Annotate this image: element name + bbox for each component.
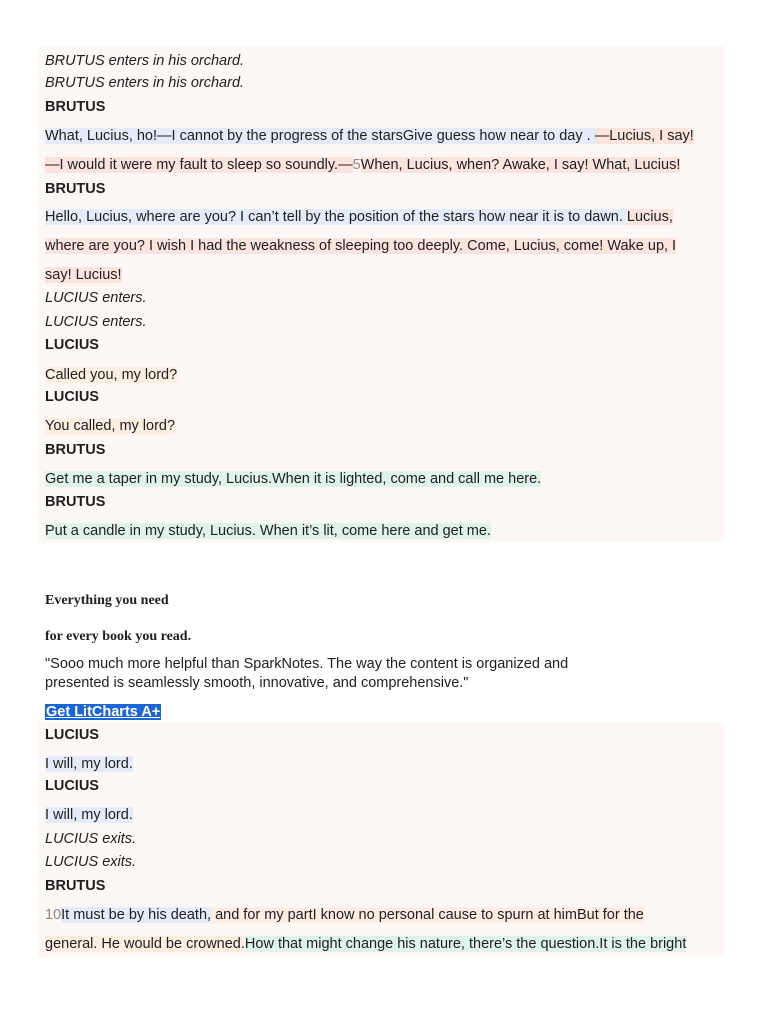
- promo-quote: "Sooo much more helpful than SparkNotes. The way the content is organized and presented is seamlessly smooth, innovative, and comprehensive.": [45, 656, 569, 691]
- original-line: [45, 365, 177, 385]
- highlight-segment: general. He would be crowned.: [45, 936, 245, 952]
- highlight-segment: Called you, my lord?: [45, 367, 178, 383]
- highlight-segment: and for my partI know no personal cause to spurn at himBut for the: [211, 907, 644, 923]
- speaker-name: BRUTUS: [45, 442, 106, 458]
- modern-line: [45, 207, 673, 227]
- get-litcharts-link[interactable]: Get LitCharts A+: [46, 704, 161, 720]
- original-line: [45, 469, 541, 489]
- stage-direction: BRUTUS enters in his orchard.: [45, 75, 245, 91]
- stage-direction: LUCIUS enters.: [45, 290, 147, 306]
- original-line: [45, 126, 694, 146]
- highlight-segment: say! Lucius!: [45, 267, 122, 283]
- highlight-segment: —I would it were my fault to sleep so soundly.—: [45, 157, 353, 173]
- original-line: [45, 934, 686, 954]
- highlight-segment: When, Lucius, when? Awake, I say! What, Lucius!: [360, 157, 681, 173]
- modern-line: [45, 236, 676, 256]
- highlight-segment: It must be by his death,: [61, 907, 212, 923]
- highlight-segment: I will, my lord.: [45, 807, 133, 823]
- speaker-name: BRUTUS: [45, 181, 106, 197]
- highlight-segment: What, Lucius, ho!—I cannot by the progress of the starsGive guess how near to day .: [45, 128, 595, 144]
- speaker-name: BRUTUS: [45, 99, 106, 115]
- line-number: 5: [352, 157, 361, 173]
- speaker-name: LUCIUS: [45, 389, 99, 405]
- stage-direction: LUCIUS enters.: [45, 314, 147, 330]
- original-line: [45, 754, 133, 774]
- modern-line: [45, 265, 122, 285]
- promo-heading: Everything you need: [45, 593, 169, 608]
- highlight-segment: Put a candle in my study, Lucius. When it’s lit, come here and get me.: [45, 523, 491, 539]
- cta-link-wrapper: [45, 702, 161, 722]
- speaker-name: BRUTUS: [45, 878, 106, 894]
- modern-line: [45, 416, 175, 436]
- stage-direction: LUCIUS exits.: [45, 854, 137, 870]
- highlight-segment: Hello, Lucius, where are you? I can’t tell by the position of the stars how near it is to dawn.: [45, 209, 627, 225]
- highlight-segment: How that might change his nature, there’s the question.It is the bright: [244, 936, 687, 952]
- original-line: [45, 155, 680, 175]
- highlight-segment: I will, my lord.: [45, 756, 133, 772]
- speaker-name: LUCIUS: [45, 337, 99, 353]
- stage-direction: BRUTUS enters in his orchard.: [45, 53, 245, 69]
- speaker-name: BRUTUS: [45, 494, 106, 510]
- modern-line: [45, 521, 491, 541]
- highlight-segment: Get me a taper in my study, Lucius.When it is lighted, come and call me here.: [45, 471, 542, 487]
- stage-direction: LUCIUS exits.: [45, 831, 137, 847]
- highlight-segment: —Lucius, I say!: [594, 128, 694, 144]
- highlight-segment: where are you? I wish I had the weakness of sleeping too deeply. Come, Lucius, come! Wake up, I: [45, 238, 677, 254]
- speaker-name: LUCIUS: [45, 778, 99, 794]
- promo-subheading: for every book you read.: [45, 629, 192, 644]
- line-number: 10: [45, 907, 62, 923]
- highlight-segment: You called, my lord?: [45, 418, 176, 434]
- highlight-segment: Lucius,: [626, 209, 673, 225]
- original-line: [45, 905, 644, 925]
- modern-line: [45, 805, 133, 825]
- speaker-name: LUCIUS: [45, 727, 99, 743]
